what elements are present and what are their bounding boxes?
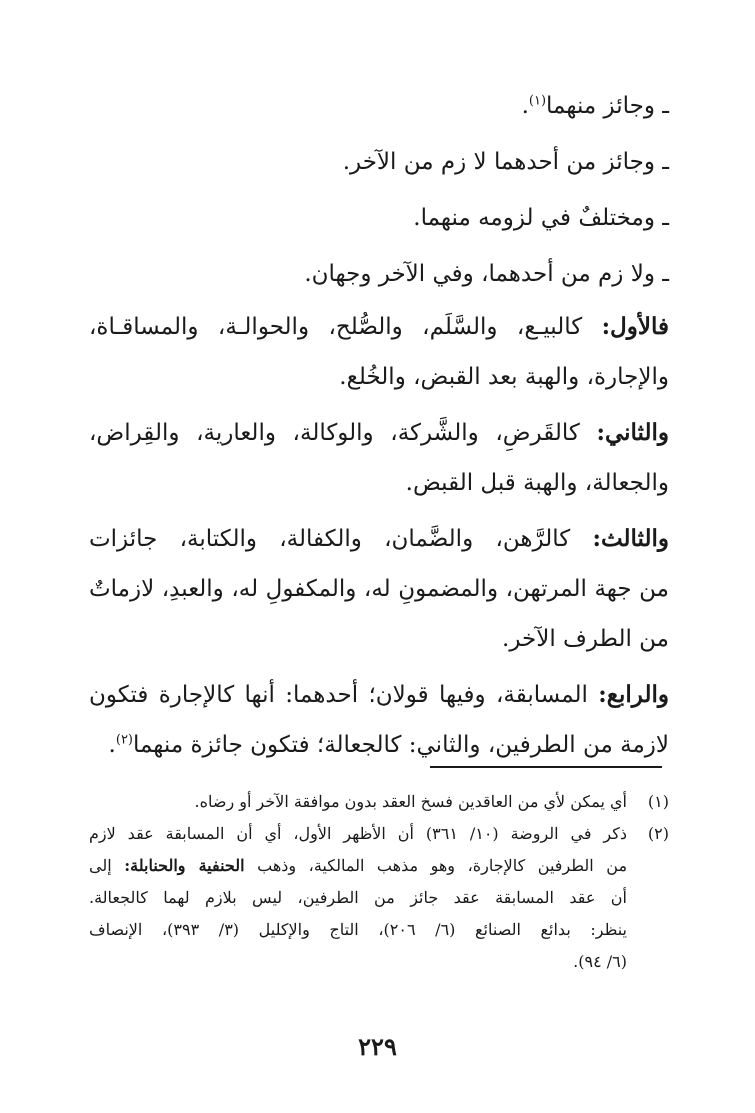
paragraph-lead: والثالث: xyxy=(592,525,670,552)
list-item: ـ ومختلفٌ في لزومه منهما. xyxy=(413,205,669,231)
paragraph-lead: والرابع: xyxy=(598,681,669,708)
footnote-number: (١) xyxy=(647,792,669,811)
main-text xyxy=(89,78,669,770)
paragraph-third: والثالث: كالرَّهن، والضَّمان، والكفالة، والكتابة، جائزات من جهة المرتهن، والمضمونِ له، والمكفولِ له، والعبدِ، لازماتٌ من الطرف الآخر. xyxy=(89,525,670,652)
footnote: (٢) ذكر في الروضة (١٠/ ٣٦١) أن الأظهر الأول، أي أن المسابقة عقد لازم من الطرفين كالإجارة، وهو مذهب المالكية، وذهب الحنفية والحنابلة: إلى أن عقد المسابقة عقد جائز من الطرفين، ليس بلازم لهما كالجعالة. ينظر: بدائع الصنائع (٦/ ٢٠٦)، التاج والإكليل (٣/ ٣٩٣)، الإنصاف (٦/ ٩٤). xyxy=(89,818,669,978)
paragraph-lead: والثاني: xyxy=(596,419,669,446)
footnote-marker: (٢) xyxy=(115,732,133,748)
footnote-divider xyxy=(430,766,662,768)
paragraph-first: فالأول: كالبيـع، والسَّلَم، والصُّلح، والحوالـة، والمساقـاة، والإجارة، والهبة بعد القبض، والخُلع. xyxy=(89,313,669,390)
footnote-number: (٢) xyxy=(647,824,669,843)
list-item: ـ وجائز من أحدهما لا زم من الآخر. xyxy=(342,149,669,175)
footnote-marker: (١) xyxy=(528,93,547,109)
footnote: (١) أي يمكن لأي من العاقدين فسخ العقد بدون موافقة الآخر أو رضاه. xyxy=(89,786,669,818)
footnotes xyxy=(89,786,669,978)
paragraph-second: والثاني: كالقَرضِ، والشَّركة، والوكالة، والعارية، والقِراض، والجعالة، والهبة قبل القبض. xyxy=(89,419,669,496)
list-item: ـ ولا زم من أحدهما، وفي الآخر وجهان. xyxy=(304,261,669,287)
list-item: ـ وجائز منهما$^{(١)}$. xyxy=(521,93,669,119)
page-number: ٢٢٩ xyxy=(358,1032,397,1061)
paragraph-fourth: والرابع: المسابقة، وفيها قولان؛ أحدهما: أنها كالإجارة فتكون لازمة من الطرفين، والثاني: كالجعالة؛ فتكون جائزة منهما$^{(٢)}$. xyxy=(89,681,669,758)
paragraph-lead: فالأول: xyxy=(601,313,669,340)
